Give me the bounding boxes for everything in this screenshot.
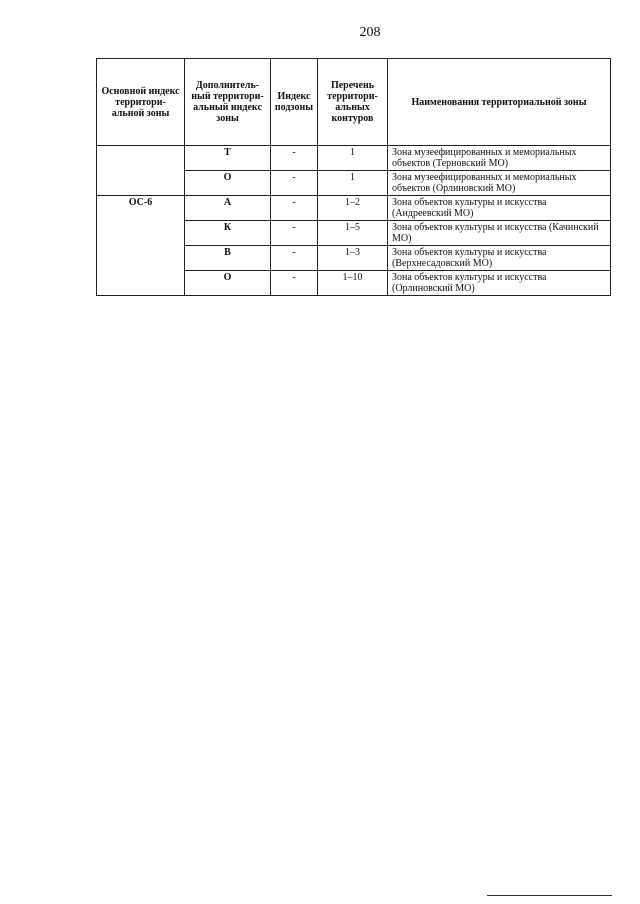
subzone-index-cell: - bbox=[271, 221, 318, 246]
contours-cell: 1–5 bbox=[318, 221, 388, 246]
additional-index-cell: О bbox=[185, 171, 271, 196]
table-row bbox=[97, 146, 611, 171]
header-zone-name: Наименования территориальной зоны bbox=[388, 59, 611, 146]
page-number: 208 bbox=[359, 25, 381, 40]
additional-index-cell: О bbox=[185, 271, 271, 296]
subzone-index-cell: - bbox=[271, 271, 318, 296]
zone-name-cell: Зона музеефицированных и мемориальных объектов (Орлиновский МО) bbox=[388, 171, 611, 196]
header-main-index: Основной индекс территори-альной зоны bbox=[97, 59, 185, 146]
header-subzone-index: Индекс подзоны bbox=[271, 59, 318, 146]
contours-cell: 1 bbox=[318, 171, 388, 196]
additional-index-cell: Т bbox=[185, 146, 271, 171]
zone-name-cell: Зона музеефицированных и мемориальных объектов (Терновский МО) bbox=[388, 146, 611, 171]
subzone-index-cell: - bbox=[271, 246, 318, 271]
main-index-cell: ОС-6 bbox=[97, 196, 185, 296]
contours-cell: 1 bbox=[318, 146, 388, 171]
header-additional-index: Дополнитель-ный территори-альный индекс зоны bbox=[185, 59, 271, 146]
contours-cell: 1–2 bbox=[318, 196, 388, 221]
additional-index-cell: В bbox=[185, 246, 271, 271]
subzone-index-cell: - bbox=[271, 171, 318, 196]
territorial-zones-table bbox=[96, 58, 611, 296]
additional-index-cell: А bbox=[185, 196, 271, 221]
contours-cell: 1–3 bbox=[318, 246, 388, 271]
header-contours-list: Перечень территори-альных контуров bbox=[318, 59, 388, 146]
subzone-index-cell: - bbox=[271, 146, 318, 171]
contours-cell: 1–10 bbox=[318, 271, 388, 296]
main-index-cell-empty bbox=[97, 146, 185, 196]
footer-divider bbox=[487, 895, 612, 896]
zone-name-cell: Зона объектов культуры и искусства (Андреевский МО) bbox=[388, 196, 611, 221]
table-header-row bbox=[97, 59, 611, 146]
additional-index-cell: К bbox=[185, 221, 271, 246]
zone-name-cell: Зона объектов культуры и искусства (Качинский МО) bbox=[388, 221, 611, 246]
table-row bbox=[97, 196, 611, 221]
zone-name-cell: Зона объектов культуры и искусства (Верхнесадовский МО) bbox=[388, 246, 611, 271]
subzone-index-cell: - bbox=[271, 196, 318, 221]
zone-name-cell: Зона объектов культуры и искусства (Орлиновский МО) bbox=[388, 271, 611, 296]
